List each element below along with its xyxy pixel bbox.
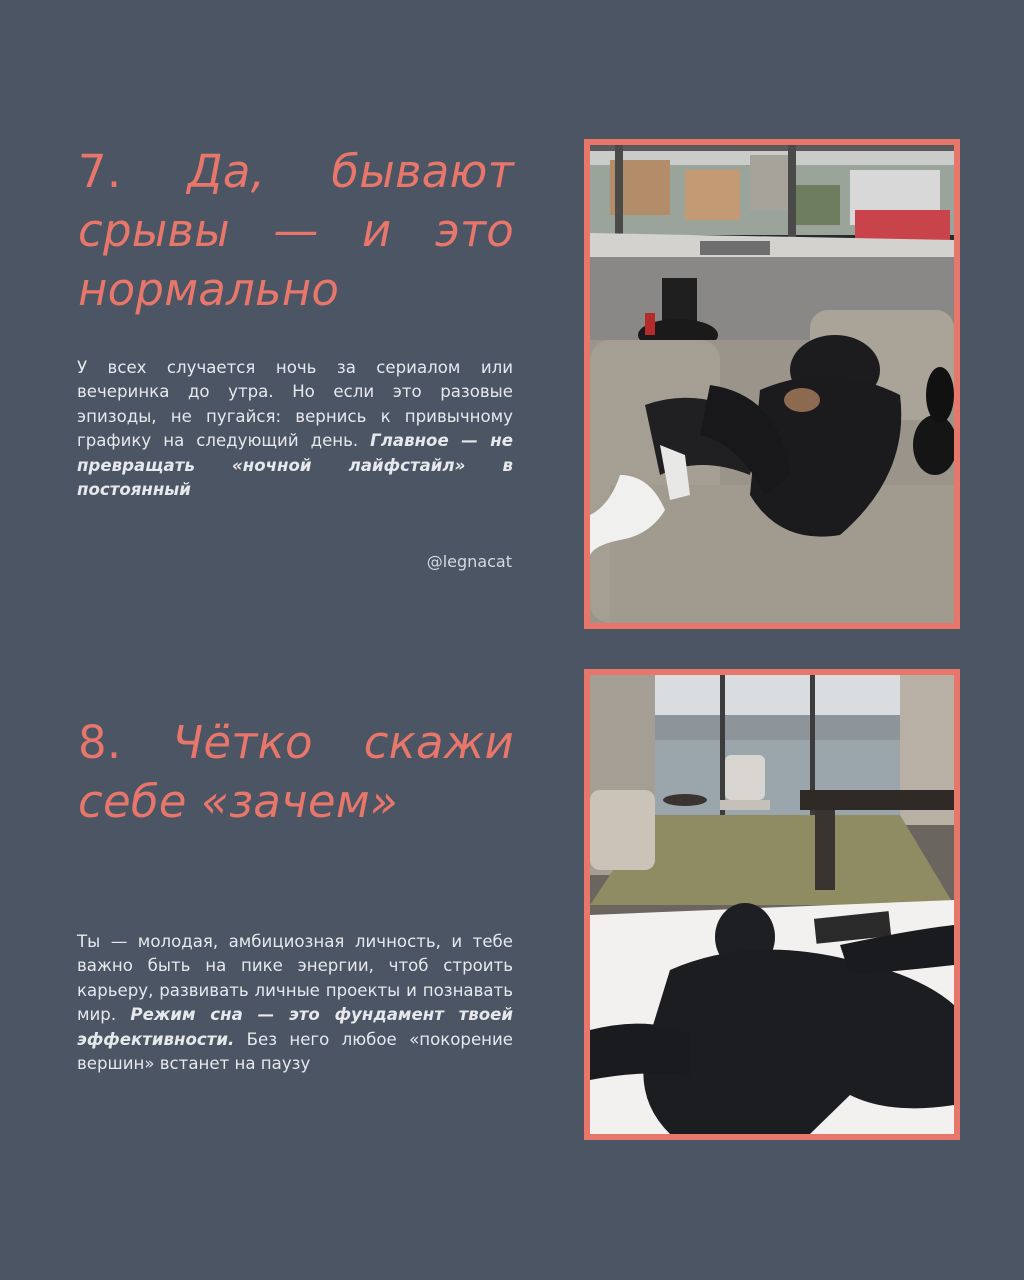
- section-7-paragraph: [77, 356, 513, 502]
- section-7-emphasis: Главное — не превращать «ночной лайфстайл» в постоянный: [77, 431, 513, 500]
- photo-sofa-nap-illustration: [590, 145, 954, 623]
- section-8-text-2: Без него любое «покорение вершин» встанет на паузу: [77, 1029, 513, 1074]
- section-7-heading: [78, 142, 514, 319]
- photo-sofa-nap: [584, 139, 960, 629]
- section-8-emphasis: Режим сна — это фундамент твоей эффективности.: [77, 1005, 513, 1049]
- section-8-number: 8.: [78, 716, 122, 769]
- photo-hotel-bed-illustration: [590, 675, 954, 1134]
- author-handle: @legnacat: [426, 552, 512, 571]
- section-7-title: Да, бывают срывы — и это нормально: [78, 145, 514, 316]
- section-7-text: У всех случается ночь за сериалом или вечеринка до утра. Но если это разовые эпизоды, не пугайся: вернись к привычному графику на следующий день.: [77, 358, 513, 451]
- section-8-title: Чётко скажи себе «зачем»: [78, 716, 514, 828]
- section-7-number: 7.: [78, 145, 122, 198]
- section-8-text-1: Ты — молодая, амбициозная личность, и тебе важно быть на пике энергии, чтоб строить карьеру, развивать личные проекты и познавать мир.: [77, 932, 513, 1025]
- section-8-paragraph: [77, 930, 513, 1076]
- section-8-heading: [78, 713, 514, 831]
- photo-hotel-bed: [584, 669, 960, 1140]
